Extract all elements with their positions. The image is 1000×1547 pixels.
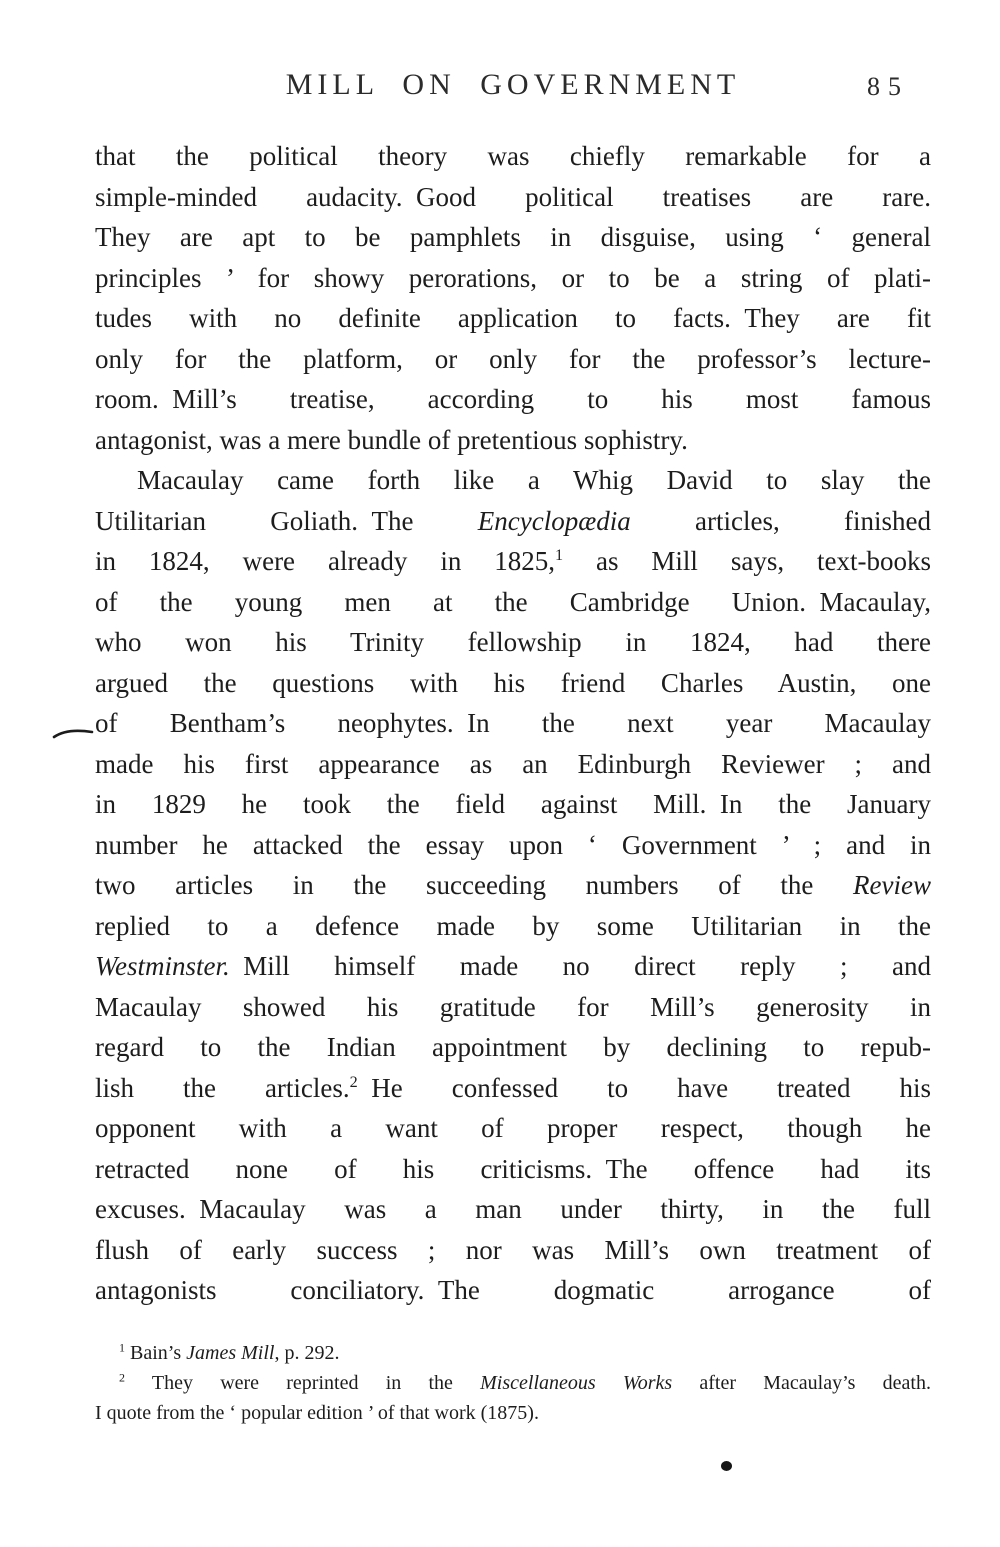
text-line: [95, 1068, 931, 1109]
text-line: [95, 420, 931, 461]
text-line: [95, 865, 931, 906]
text-line: [95, 703, 931, 744]
text-segment: Mill himself made no direct reply ; and: [229, 951, 931, 981]
text-segment: Macaulay came forth like a Whig David to slay the: [137, 465, 931, 495]
text-segment: regard to the Indian appointment by declining to repub-: [95, 1032, 931, 1062]
paragraph: [95, 460, 931, 1311]
text-segment: opponent with a want of proper respect, though he: [95, 1113, 931, 1143]
text-segment: James Mill: [186, 1342, 275, 1364]
text-line: [95, 1149, 931, 1190]
text-segment: Westminster.: [95, 951, 230, 981]
body-text: [95, 136, 931, 1311]
text-line: [95, 136, 931, 177]
ink-dot-mark: [721, 1461, 732, 1471]
text-segment: replied to a defence made by some Utilitarian in the: [95, 910, 931, 941]
footnote-line: [95, 1368, 931, 1398]
text-column: [95, 0, 931, 1547]
footnote-reference: 1: [119, 1340, 125, 1355]
footnote-reference: 2: [119, 1370, 125, 1385]
text-segment: articles, finished: [630, 505, 931, 536]
text-segment: number he attacked the essay upon ‘ Government ’ ; and in: [95, 829, 931, 860]
text-segment: who won his Trinity fellowship in 1824, had there: [95, 627, 931, 657]
text-line: [95, 582, 931, 623]
page-header-title: MILL ON GOVERNMENT: [285, 68, 741, 101]
text-segment: room. Mill’s treatise, according to his most famous: [95, 384, 931, 414]
footnote-section: [95, 1338, 931, 1428]
text-segment: of Bentham’s neophytes. In the next year Macaulay: [95, 708, 931, 738]
text-segment: two articles in the succeeding numbers of the: [95, 870, 854, 900]
text-line: [95, 258, 931, 299]
text-line: [95, 541, 931, 582]
text-line: [95, 825, 931, 866]
text-segment: argued the questions with his friend Charles Austin, one: [95, 667, 931, 698]
text-line: [95, 744, 931, 785]
text-segment: Bain’s: [125, 1342, 187, 1364]
text-segment: antagonist, was a mere bundle of pretentious sophistry.: [95, 424, 688, 455]
text-segment: lish the articles.: [95, 1072, 350, 1103]
text-line: [95, 622, 931, 663]
margin-ink-stroke-mark: [52, 726, 94, 747]
footnote-reference: 1: [555, 546, 564, 564]
text-segment: Review: [853, 870, 931, 900]
text-line: [95, 946, 931, 987]
text-segment: principles ’ for showy perorations, or to be a string of plati-: [95, 262, 931, 293]
text-segment: Encyclopædia: [477, 505, 631, 536]
text-segment: only for the platform, or only for the professor’s lecture-: [95, 343, 931, 374]
text-segment: flush of early success ; nor was Mill’s own treatment of: [95, 1234, 931, 1265]
text-line: [95, 1027, 931, 1068]
text-line: [95, 987, 931, 1028]
text-line: [95, 501, 931, 542]
text-segment: retracted none of his criticisms. The offence had its: [95, 1153, 931, 1184]
text-segment: excuses. Macaulay was a man under thirty, in the full: [95, 1194, 931, 1224]
text-line: [95, 906, 931, 947]
text-line: [95, 217, 931, 258]
text-segment: after Macaulay’s death.: [672, 1372, 931, 1394]
page-number: 85: [867, 72, 909, 101]
text-line: [95, 1189, 931, 1230]
text-segment: Macaulay showed his gratitude for Mill’s generosity in: [95, 991, 931, 1022]
text-segment: that the political theory was chiefly remarkable for a: [95, 141, 931, 171]
text-segment: Utilitarian Goliath. The: [95, 505, 478, 536]
text-segment: tudes with no definite application to facts. They are fit: [95, 303, 931, 333]
text-line: [95, 339, 931, 380]
text-segment: I quote from the ‘ popular edition ’ of that work (1875).: [95, 1402, 539, 1424]
footnote-line: [95, 1338, 931, 1368]
text-segment: made his first appearance as an Edinburgh Reviewer ; and: [95, 748, 931, 779]
footnote-line: [95, 1398, 931, 1428]
text-segment: of the young men at the Cambridge Union. Macaulay,: [95, 586, 931, 617]
paragraph: [95, 136, 931, 460]
text-segment: as Mill says, text-books: [563, 546, 931, 576]
text-line: [95, 1230, 931, 1271]
text-segment: in 1829 he took the field against Mill. In the January: [95, 789, 931, 819]
text-line: [95, 663, 931, 704]
text-line: [95, 177, 931, 218]
text-line: [95, 379, 931, 420]
footnote-reference: 2: [349, 1072, 358, 1091]
text-line: [95, 784, 931, 825]
text-segment: They were reprinted in the: [125, 1372, 481, 1394]
text-line: [95, 1108, 931, 1149]
text-segment: They are apt to be pamphlets in disguise, using ‘ general: [95, 222, 931, 252]
text-segment: Miscellaneous Works: [480, 1372, 673, 1394]
text-segment: in 1824, were already in 1825,: [95, 546, 555, 576]
text-segment: antagonists conciliatory. The dogmatic arrogance of: [95, 1275, 931, 1305]
text-segment: He confessed to have treated his: [357, 1072, 931, 1103]
text-segment: , p. 292.: [274, 1342, 340, 1364]
text-line: [95, 460, 931, 501]
text-line: [95, 298, 931, 339]
text-line: [95, 1270, 931, 1311]
text-segment: simple-minded audacity. Good political treatises are rare.: [95, 181, 931, 212]
